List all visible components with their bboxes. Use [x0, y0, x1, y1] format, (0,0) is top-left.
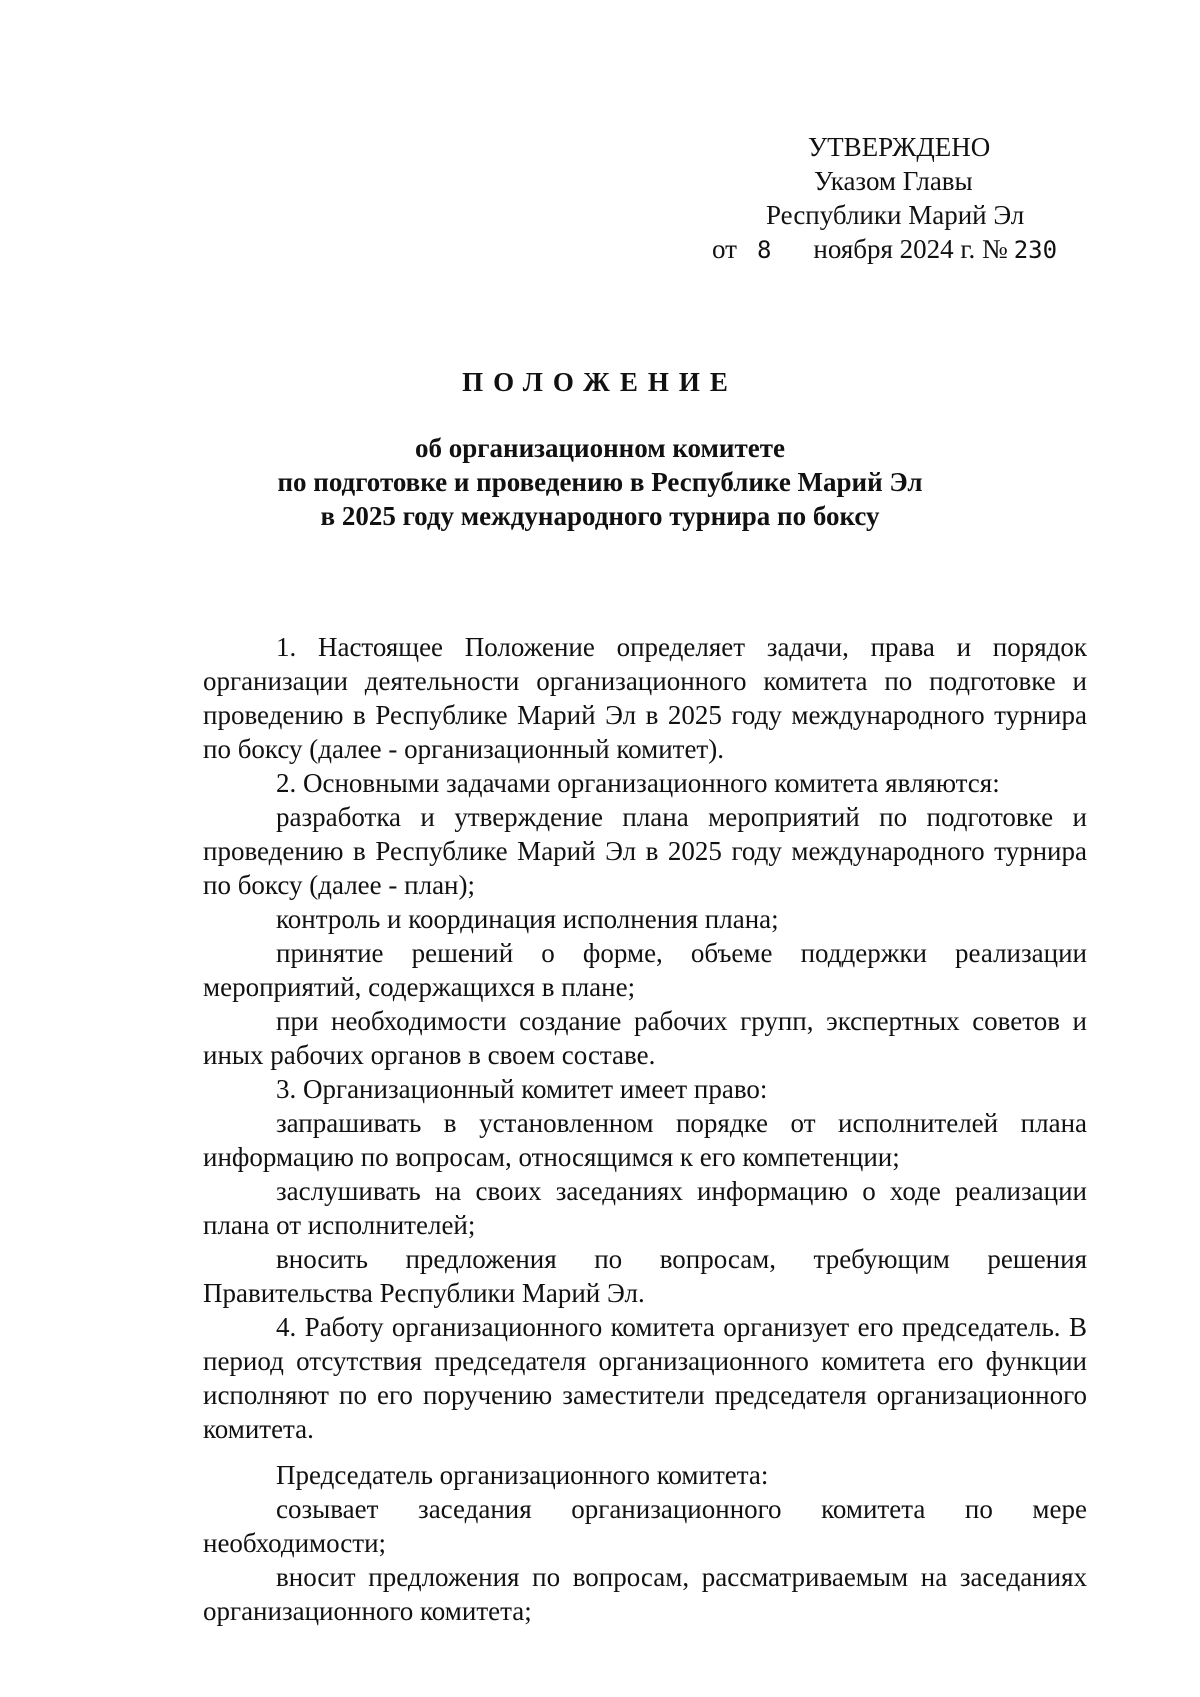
decree-number: 230 — [1013, 236, 1058, 264]
paragraph: 1. Настоящее Положение определяет задачи, права и порядок организации деятельности организационного комитета по подготовке и проведению в Республике Марий Эл в 2025 году международного турнира по боксу (далее - организационный комитет). — [203, 632, 1087, 764]
paragraph: разработка и утверждение плана мероприятий по подготовке и проведению в Республике Марий Эл в 2025 году международного турнира по боксу (далее - план); — [203, 802, 1087, 900]
paragraph: Председатель организационного комитета: — [276, 1460, 769, 1490]
date-prefix: от — [712, 234, 737, 264]
paragraph: 3. Организационный комитет имеет право: — [276, 1074, 768, 1104]
document-body — [203, 630, 1087, 1628]
paragraph: вносить предложения по вопросам, требующим решения Правительства Республики Марий Эл. — [203, 1244, 1087, 1308]
document-title: ПОЛОЖЕНИЕ — [462, 367, 738, 397]
document-subtitle — [0, 431, 1200, 533]
paragraph: контроль и координация исполнения плана; — [276, 904, 779, 934]
subtitle-line: по подготовке и проведению в Республике Марий Эл — [277, 467, 923, 497]
date-month-year: ноября 2024 г. № — [813, 234, 1008, 264]
paragraph: заслушивать на своих заседаниях информацию о ходе реализации плана от исполнителей; — [203, 1176, 1087, 1240]
subtitle-line: об организационном комитете — [415, 433, 785, 463]
approval-decree-line: Указом Главы — [814, 166, 973, 196]
paragraph: 2. Основными задачами организационного комитета являются: — [276, 768, 1000, 798]
approval-date-line — [712, 232, 1057, 267]
paragraph: 4. Работу организационного комитета организует его председатель. В период отсутствия председателя организационного комитета его функции исполняют по его поручению заместители председателя организационного комитета. — [203, 1312, 1087, 1444]
paragraph: вносит предложения по вопросам, рассматриваемым на заседаниях организационного комитета; — [203, 1562, 1087, 1626]
approval-label: УТВЕРЖДЕНО — [808, 132, 991, 162]
date-day: 8 — [756, 236, 772, 264]
paragraph: при необходимости создание рабочих групп, экспертных советов и иных рабочих органов в своем составе. — [203, 1006, 1087, 1070]
paragraph: запрашивать в установленном порядке от исполнителей плана информацию по вопросам, относящимся к его компетенции; — [203, 1108, 1087, 1172]
paragraph: принятие решений о форме, объеме поддержки реализации мероприятий, содержащихся в плане; — [203, 938, 1087, 1002]
subtitle-line: в 2025 году международного турнира по боксу — [320, 501, 880, 531]
paragraph: созывает заседания организационного комитета по мере необходимости; — [203, 1494, 1087, 1558]
approval-republic-line: Республики Марий Эл — [766, 200, 1025, 230]
